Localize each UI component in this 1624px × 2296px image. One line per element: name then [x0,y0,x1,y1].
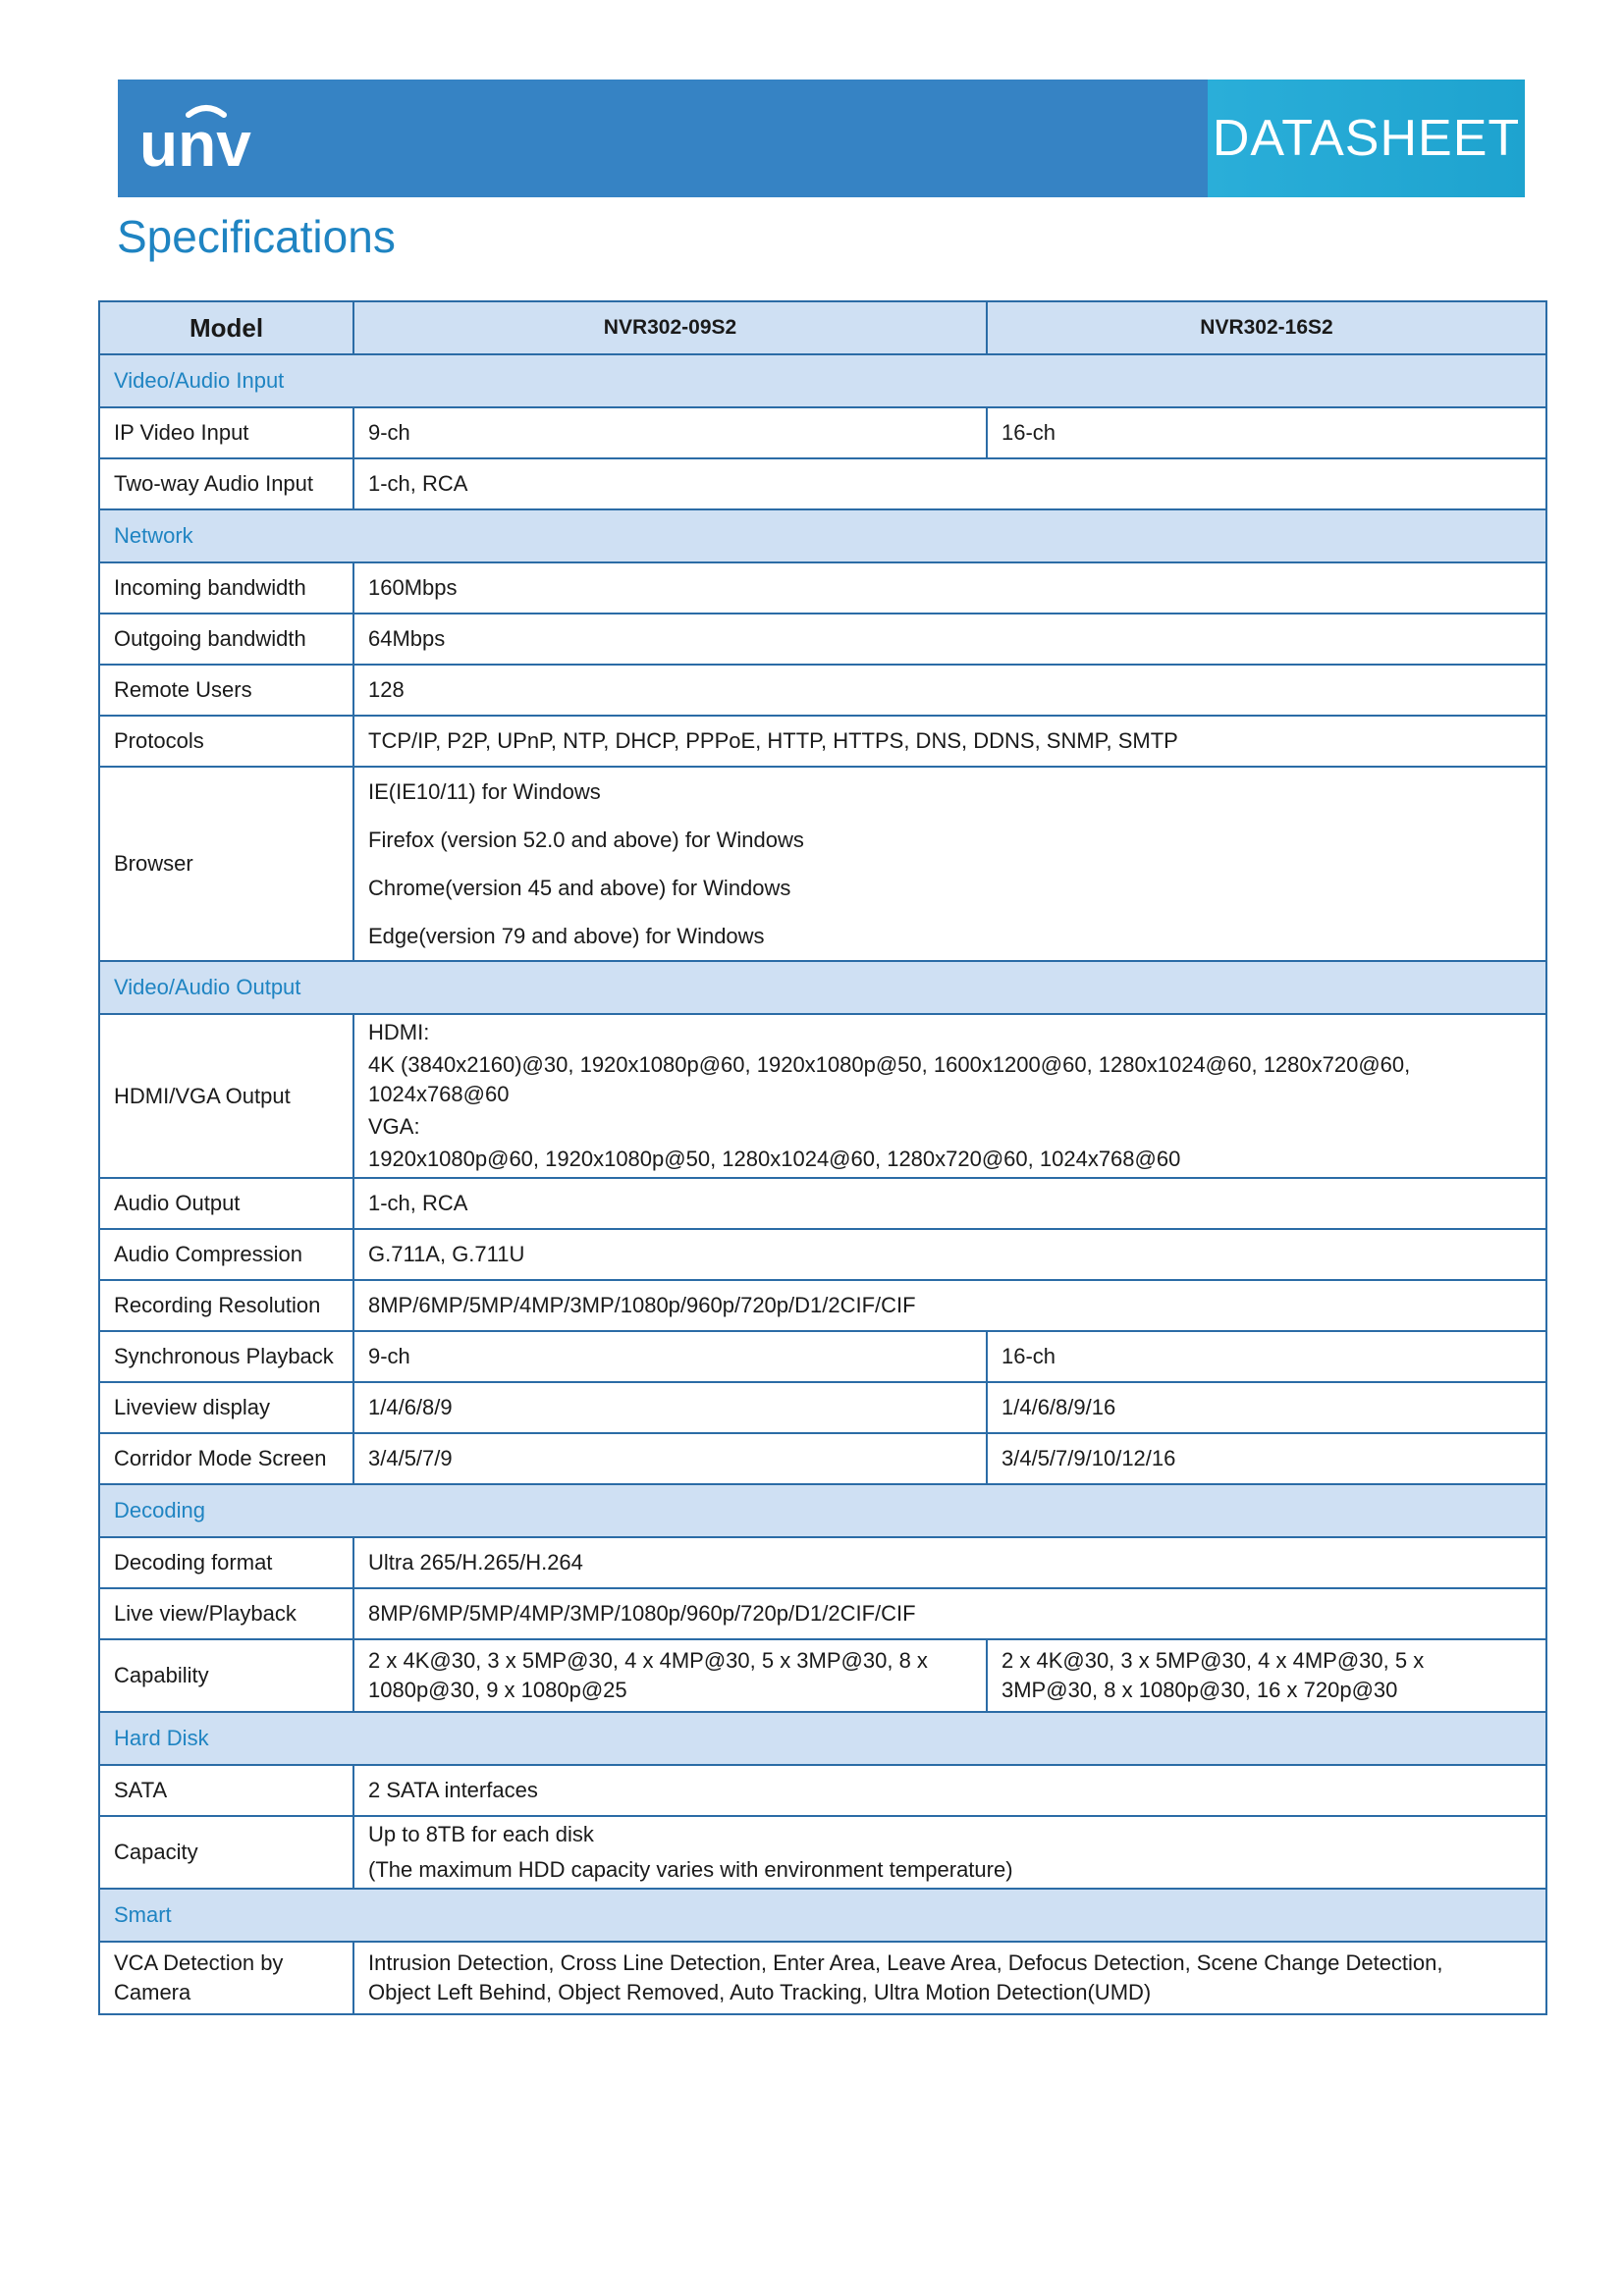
row-label: Outgoing bandwidth [99,614,353,665]
row-value-multiline [353,1942,1546,2014]
browser-line: Firefox (version 52.0 and above) for Windows [368,828,804,852]
row-label: Audio Compression [99,1229,353,1280]
table-row [99,1382,1546,1433]
section-row [99,509,1546,562]
section-row [99,961,1546,1014]
model-col-1: NVR302-09S2 [353,301,987,354]
model-header: Model [99,301,353,354]
header-banner [118,80,1525,197]
row-value: 8MP/6MP/5MP/4MP/3MP/1080p/960p/720p/D1/2CIF/CIF [353,1588,1546,1639]
row-value-2: 3/4/5/7/9/10/12/16 [987,1433,1546,1484]
table-row [99,1331,1546,1382]
row-value-1: 9-ch [353,407,987,458]
row-label: Browser [99,767,353,961]
section-row [99,354,1546,407]
row-value: 2 SATA interfaces [353,1765,1546,1816]
svg-text:unv: unv [139,109,251,178]
section-row [99,1484,1546,1537]
table-row [99,1280,1546,1331]
model-col-2: NVR302-16S2 [987,301,1546,354]
table-row [99,716,1546,767]
row-label: Remote Users [99,665,353,716]
capacity-line: Up to 8TB for each disk [368,1822,594,1846]
row-value-1: 3/4/5/7/9 [353,1433,987,1484]
row-value: 1-ch, RCA [353,458,1546,509]
row-label: HDMI/VGA Output [99,1014,353,1178]
brand-area [118,80,1208,197]
browser-line: IE(IE10/11) for Windows [368,779,601,804]
row-label [99,1942,353,2014]
page-title: Specifications [117,211,396,262]
row-label: Capacity [99,1816,353,1889]
table-row [99,614,1546,665]
capability-line: 2 x 4K@30, 3 x 5MP@30, 4 x 4MP@30, 5 x [1001,1648,1425,1673]
row-value: 128 [353,665,1546,716]
specifications-table [98,300,1547,2015]
table-row [99,562,1546,614]
row-value-multiline [353,767,1546,961]
section-video-audio-output: Video/Audio Output [99,961,1546,1014]
row-value-1 [353,1639,987,1712]
vca-label-line: Camera [114,1980,191,2004]
capability-line: 1080p@30, 9 x 1080p@25 [368,1678,627,1702]
capability-line: 3MP@30, 8 x 1080p@30, 16 x 720p@30 [1001,1678,1398,1702]
table-row [99,1765,1546,1816]
table-row [99,1433,1546,1484]
table-row [99,1178,1546,1229]
hdmi-line: VGA: [368,1114,420,1139]
row-value-1: 9-ch [353,1331,987,1382]
hdmi-line: HDMI: [368,1020,430,1044]
row-value-1: 1/4/6/8/9 [353,1382,987,1433]
table-row [99,1229,1546,1280]
row-value: 64Mbps [353,614,1546,665]
row-value: Ultra 265/H.265/H.264 [353,1537,1546,1588]
row-label: Capability [99,1639,353,1712]
section-decoding: Decoding [99,1484,1546,1537]
table-row [99,1537,1546,1588]
table-header-row [99,301,1546,354]
table-row [99,407,1546,458]
capacity-line: (The maximum HDD capacity varies with environment temperature) [368,1857,1013,1882]
datasheet-badge: DATASHEET [1208,80,1525,197]
section-row [99,1712,1546,1765]
row-label: Protocols [99,716,353,767]
row-value: 8MP/6MP/5MP/4MP/3MP/1080p/960p/720p/D1/2CIF/CIF [353,1280,1546,1331]
section-network: Network [99,509,1546,562]
row-label: Two-way Audio Input [99,458,353,509]
table-row [99,665,1546,716]
browser-line: Edge(version 79 and above) for Windows [368,924,765,948]
row-value: TCP/IP, P2P, UPnP, NTP, DHCP, PPPoE, HTTP, HTTPS, DNS, DDNS, SNMP, SMTP [353,716,1546,767]
hdmi-line: 4K (3840x2160)@30, 1920x1080p@60, 1920x1080p@50, 1600x1200@60, 1280x1024@60, 1280x720@60, [368,1052,1411,1077]
row-label: Incoming bandwidth [99,562,353,614]
row-label: Recording Resolution [99,1280,353,1331]
row-value: 160Mbps [353,562,1546,614]
table-row [99,1639,1546,1712]
row-value-multiline [353,1816,1546,1889]
table-row [99,458,1546,509]
unv-logo [137,99,285,178]
table-row [99,1014,1546,1178]
vca-line: Object Left Behind, Object Removed, Auto Tracking, Ultra Motion Detection(UMD) [368,1980,1152,2004]
row-value: 1-ch, RCA [353,1178,1546,1229]
row-label: Audio Output [99,1178,353,1229]
row-label: IP Video Input [99,407,353,458]
row-label: Live view/Playback [99,1588,353,1639]
vca-line: Intrusion Detection, Cross Line Detection, Enter Area, Leave Area, Defocus Detection, Scene Change Detection, [368,1950,1443,1975]
hdmi-line: 1024x768@60 [368,1082,510,1106]
table-row [99,1816,1546,1889]
table-row [99,1588,1546,1639]
browser-line: Chrome(version 45 and above) for Windows [368,876,791,900]
table-row [99,1942,1546,2014]
table-row [99,767,1546,961]
row-value: G.711A, G.711U [353,1229,1546,1280]
row-value-2: 1/4/6/8/9/16 [987,1382,1546,1433]
row-label: Synchronous Playback [99,1331,353,1382]
hdmi-line: 1920x1080p@60, 1920x1080p@50, 1280x1024@60, 1280x720@60, 1024x768@60 [368,1147,1181,1171]
capability-line: 2 x 4K@30, 3 x 5MP@30, 4 x 4MP@30, 5 x 3MP@30, 8 x [368,1648,928,1673]
row-value-multiline [353,1014,1546,1178]
section-smart: Smart [99,1889,1546,1942]
row-label: SATA [99,1765,353,1816]
row-label: Liveview display [99,1382,353,1433]
row-label: Decoding format [99,1537,353,1588]
row-value-2: 16-ch [987,407,1546,458]
section-video-audio-input: Video/Audio Input [99,354,1546,407]
section-row [99,1889,1546,1942]
row-label: Corridor Mode Screen [99,1433,353,1484]
row-value-2 [987,1639,1546,1712]
row-value-2: 16-ch [987,1331,1546,1382]
section-hard-disk: Hard Disk [99,1712,1546,1765]
vca-label-line: VCA Detection by [114,1950,284,1975]
